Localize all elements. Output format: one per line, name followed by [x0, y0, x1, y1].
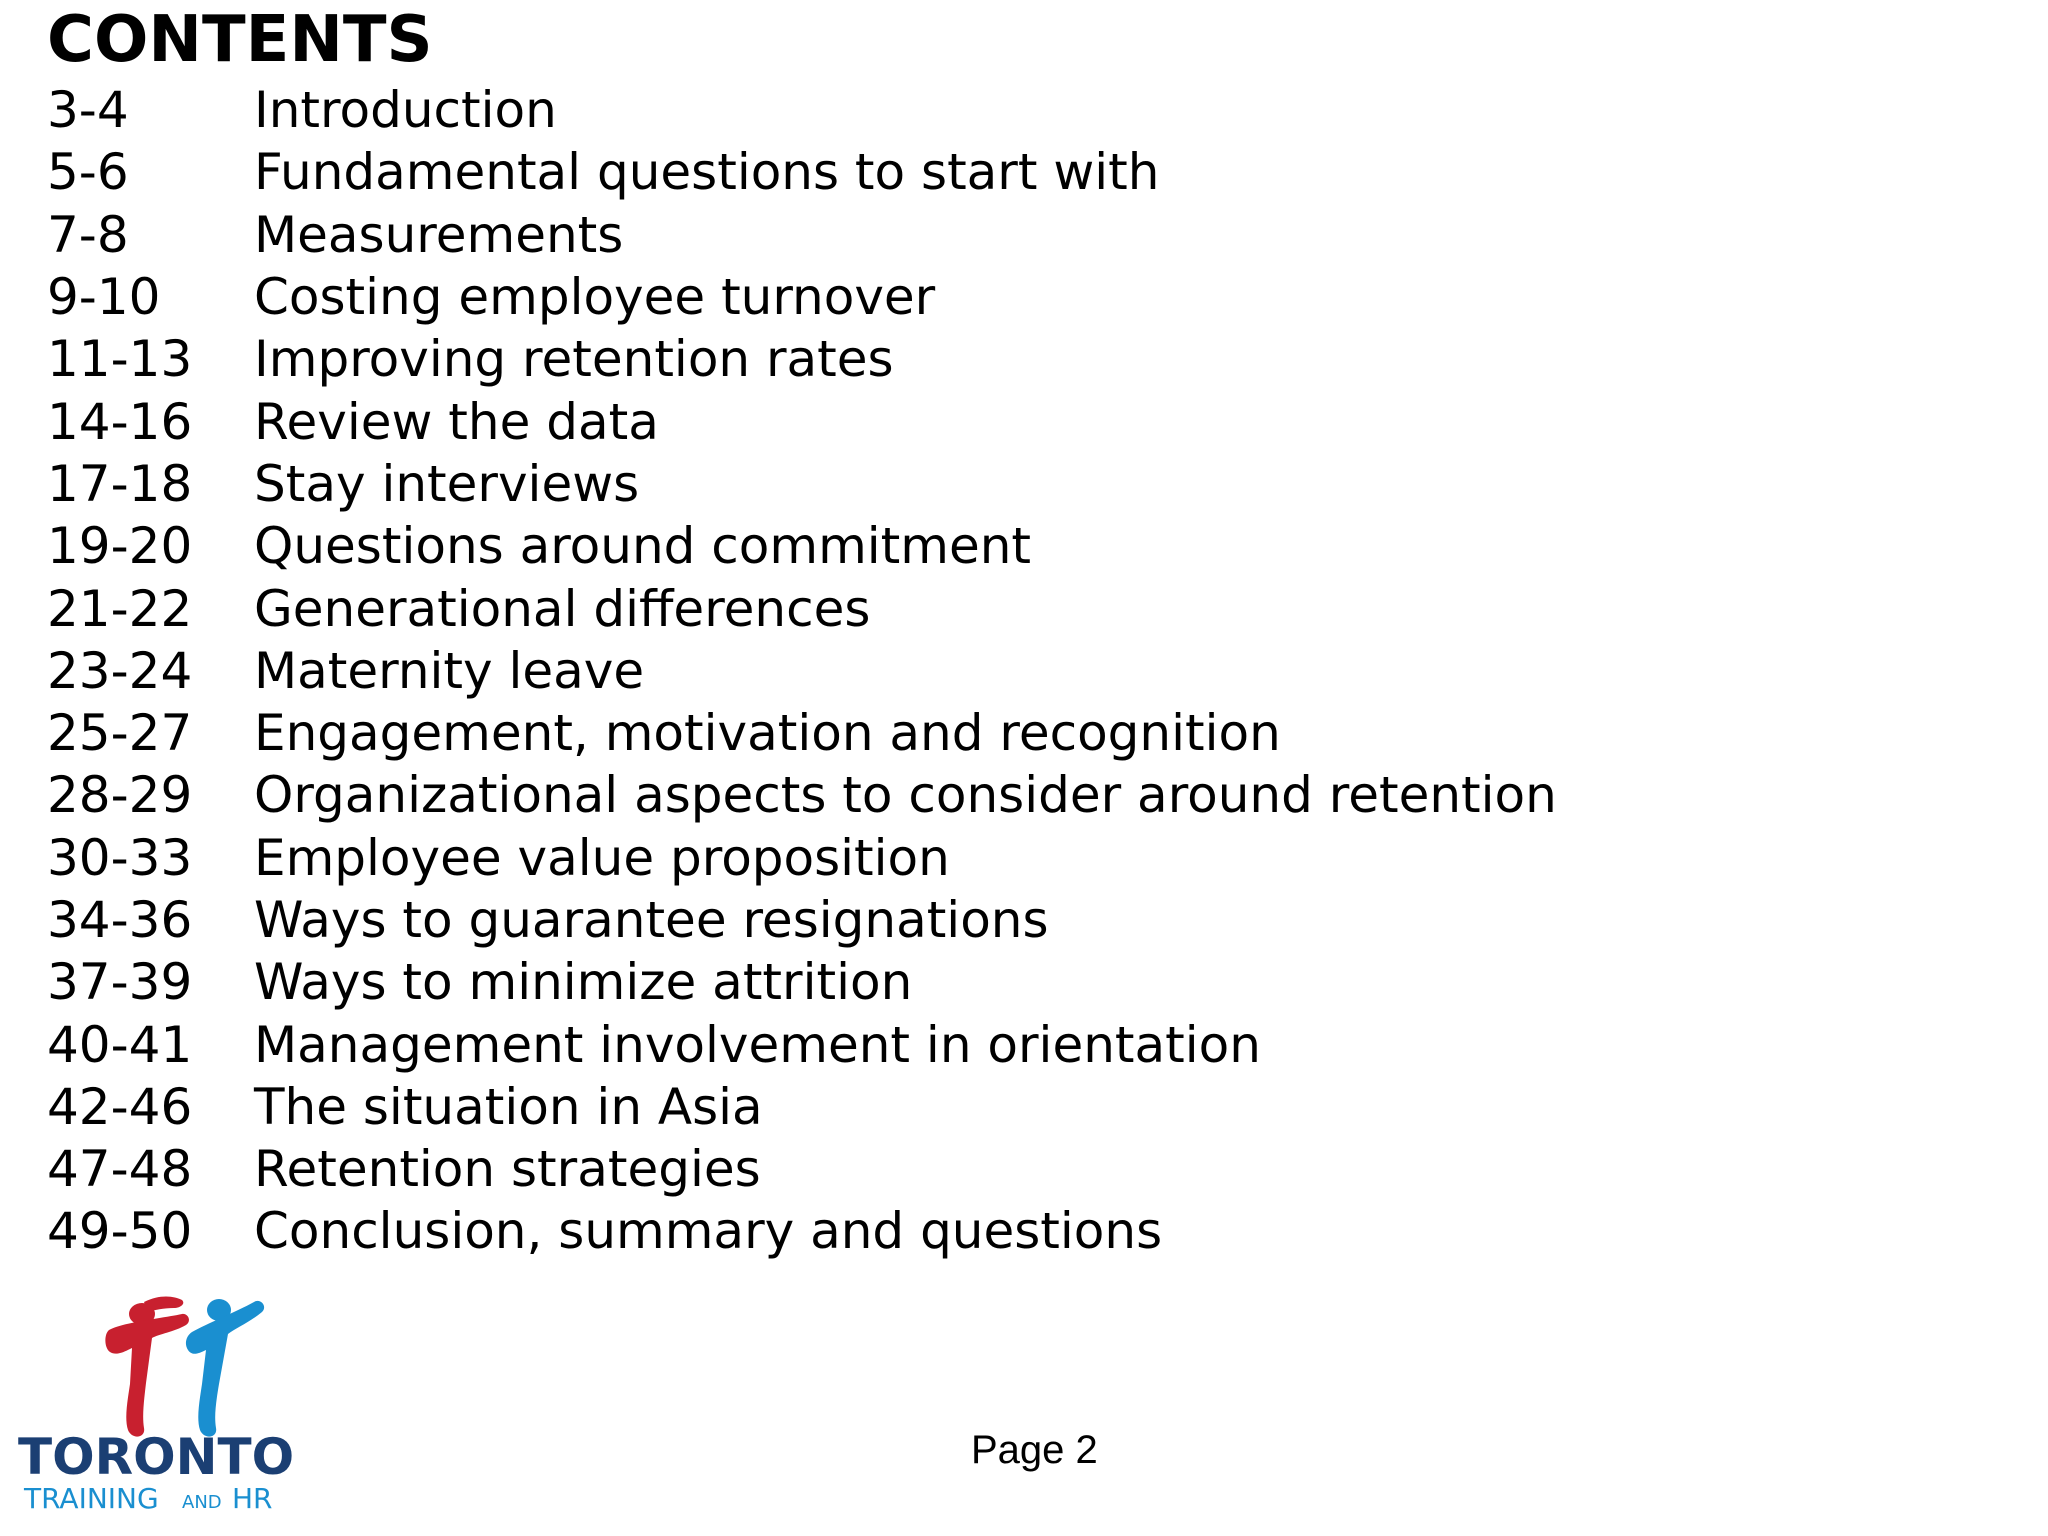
- toc-entry-title: Review the data: [254, 392, 659, 451]
- toc-page-range: 37-39: [47, 953, 193, 1012]
- toc-page-range: 30-33: [47, 828, 193, 887]
- page-number: Page 2: [971, 1428, 1098, 1472]
- toc-entry-title: The situation in Asia: [254, 1077, 763, 1136]
- toc-page-range: 28-29: [47, 766, 193, 825]
- logo-wordmark-and: AND: [182, 1492, 222, 1513]
- toc-entry[interactable]: [47, 577, 1557, 639]
- toc-entry[interactable]: [47, 390, 1557, 452]
- toc-entry-title: Generational differences: [254, 579, 871, 638]
- toc-entry-title: Conclusion, summary and questions: [254, 1202, 1163, 1261]
- toc-entry-title: Stay interviews: [254, 454, 640, 513]
- toc-entry[interactable]: [47, 951, 1557, 1013]
- toc-entry-title: Maternity leave: [254, 641, 645, 700]
- toc-entry-title: Costing employee turnover: [254, 268, 936, 327]
- toc-entry[interactable]: [47, 702, 1557, 764]
- toc-entry[interactable]: [47, 141, 1557, 203]
- company-logo: [14, 1288, 314, 1518]
- toc-page-range: 3-4: [47, 81, 129, 140]
- toc-entry-title: Measurements: [254, 205, 624, 264]
- toc-entry[interactable]: [47, 827, 1557, 889]
- toc-entry-title: Employee value proposition: [254, 828, 950, 887]
- toc-entry[interactable]: [47, 515, 1557, 577]
- toc-entry-title: Ways to minimize attrition: [254, 953, 913, 1012]
- toc-entry[interactable]: [47, 1013, 1557, 1075]
- toc-page-range: 34-36: [47, 891, 193, 949]
- toc-page-range: 47-48: [47, 1140, 193, 1199]
- toc-entry-title: Questions around commitment: [254, 517, 1032, 576]
- toc-page-range: 19-20: [47, 517, 193, 576]
- toc-entry-title: Organizational aspects to consider around retention: [254, 766, 1557, 825]
- toc-page-range: 23-24: [47, 641, 193, 700]
- toc-entry-title: Ways to guarantee resignations: [254, 891, 1049, 949]
- toc-entry-title: Fundamental questions to start with: [254, 143, 1160, 202]
- toc-page-range: 49-50: [47, 1202, 193, 1261]
- toc-entry-title: Management involvement in orientation: [254, 1015, 1261, 1074]
- logo-wordmark-training: TRAINING: [24, 1482, 159, 1515]
- toc-page-range: 40-41: [47, 1015, 193, 1074]
- blue-figure-icon: [186, 1299, 264, 1437]
- toc-entry[interactable]: [47, 453, 1557, 515]
- red-figure-icon: [105, 1297, 189, 1437]
- toc-entry[interactable]: [47, 79, 1557, 141]
- toc-entry-title: Improving retention rates: [254, 330, 894, 389]
- toc-entry[interactable]: [47, 266, 1557, 328]
- toc-page-range: 5-6: [47, 143, 129, 202]
- toc-entry-title: Retention strategies: [254, 1140, 761, 1199]
- logo-wordmark-hr: HR: [232, 1482, 273, 1515]
- toc-entry[interactable]: [47, 204, 1557, 266]
- toc-page-range: 9-10: [47, 268, 161, 327]
- toc-entry[interactable]: [47, 640, 1557, 702]
- toc-entry[interactable]: [47, 328, 1557, 390]
- logo-wordmark-top: TORONTO: [18, 1428, 295, 1486]
- toc-entry[interactable]: [47, 1138, 1557, 1200]
- toc-page-range: 7-8: [47, 205, 129, 264]
- table-of-contents: [47, 79, 1557, 1263]
- toc-entry-title: Introduction: [254, 81, 557, 140]
- toc-page-range: 11-13: [47, 330, 193, 389]
- page-title: CONTENTS: [47, 3, 433, 77]
- toc-page-range: 21-22: [47, 579, 193, 638]
- toronto-training-logo-mark: [14, 1288, 314, 1518]
- toc-entry[interactable]: [47, 1076, 1557, 1138]
- toc-page-range: 25-27: [47, 704, 193, 763]
- toc-page-range: 17-18: [47, 454, 193, 513]
- toc-entry[interactable]: [47, 889, 1557, 951]
- toc-page-range: 14-16: [47, 392, 193, 451]
- toc-entry-title: Engagement, motivation and recognition: [254, 704, 1281, 763]
- toc-entry[interactable]: [47, 764, 1557, 826]
- toc-entry[interactable]: [47, 1200, 1557, 1262]
- toc-page-range: 42-46: [47, 1077, 193, 1136]
